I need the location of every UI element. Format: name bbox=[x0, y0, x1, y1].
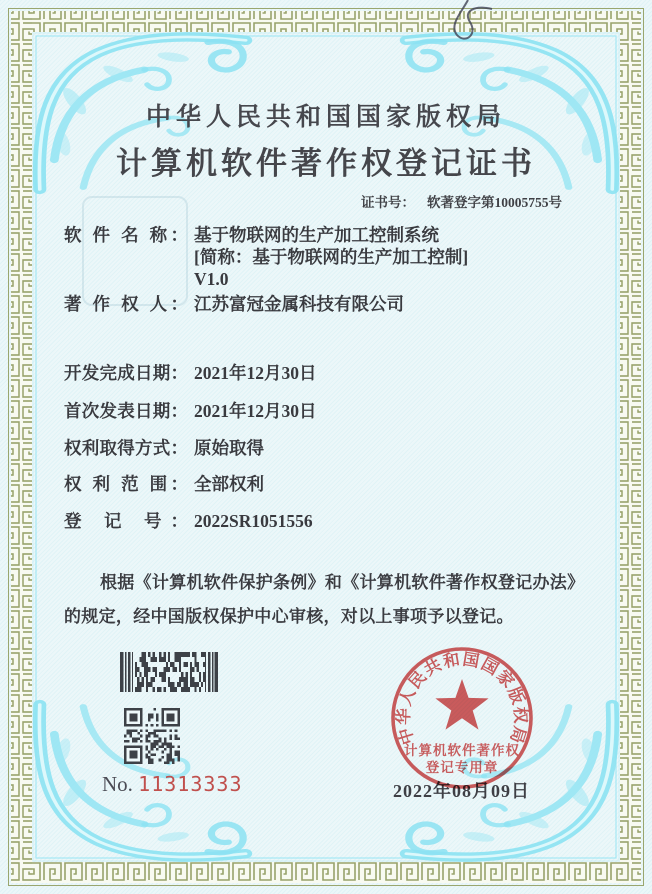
issuer-title: 中华人民共和国国家版权局 bbox=[145, 104, 506, 131]
serial-number-label: No. bbox=[102, 772, 133, 796]
serial-number-line bbox=[102, 772, 243, 797]
border-band-top bbox=[11, 11, 641, 32]
certificate-number-line bbox=[0, 191, 562, 211]
border-band-bottom bbox=[11, 862, 641, 883]
certificate-title: 计算机软件著作权登记证书 bbox=[116, 146, 536, 181]
barcode bbox=[120, 652, 218, 692]
software-name-line1: 基于物联网的生产加工控制系统 bbox=[194, 225, 439, 245]
field-label: 著 作 权 人： bbox=[64, 294, 188, 314]
field-value bbox=[194, 224, 468, 290]
field-right-scope bbox=[64, 473, 264, 495]
seal-line2: 登记专用章 bbox=[425, 760, 499, 775]
field-software-name bbox=[64, 224, 468, 290]
field-first-publish-date bbox=[64, 400, 317, 422]
certificate-number-value: 软著登字第10005755号 bbox=[427, 195, 562, 210]
field-label: 软 件 名 称： bbox=[64, 225, 188, 245]
field-dev-complete-date bbox=[64, 362, 317, 384]
field-copyright-owner bbox=[64, 293, 404, 315]
field-value: 江苏富冠金属科技有限公司 bbox=[194, 294, 404, 314]
field-label: 权利取得方式： bbox=[64, 438, 188, 458]
field-label: 权 利 范 围： bbox=[64, 474, 188, 494]
field-registration-no bbox=[64, 510, 313, 532]
official-seal bbox=[390, 646, 534, 790]
certificate-number-label: 证书号： bbox=[361, 195, 415, 210]
seal-line1: 计算机软件著作权 bbox=[404, 743, 520, 758]
qr-code bbox=[124, 708, 180, 764]
field-label: 登 记 号： bbox=[64, 511, 188, 531]
seal-ring-text: 中华人民共和国国家版权局 bbox=[393, 649, 531, 747]
software-name-line2: [简称：基于物联网的生产加工控制] bbox=[194, 247, 469, 267]
field-value: 原始取得 bbox=[194, 438, 264, 458]
field-value: 2021年12月30日 bbox=[194, 363, 317, 383]
software-name-line3: V1.0 bbox=[194, 269, 229, 289]
serial-number-value: 11313333 bbox=[138, 772, 243, 796]
field-label: 开发完成日期： bbox=[64, 363, 188, 383]
field-right-acquisition bbox=[64, 437, 264, 459]
registration-statement: 根据《计算机软件保护条例》和《计算机软件著作权登记办法》的规定，经中国版权保护中心审核，对以上事项予以登记。 bbox=[64, 573, 585, 626]
field-value: 2021年12月30日 bbox=[194, 401, 317, 421]
star-icon bbox=[435, 679, 488, 730]
field-value: 全部权利 bbox=[194, 474, 264, 494]
field-value: 2022SR1051556 bbox=[194, 511, 313, 531]
issue-date: 2022年08月09日 bbox=[393, 781, 530, 801]
field-label: 首次发表日期： bbox=[64, 401, 188, 421]
